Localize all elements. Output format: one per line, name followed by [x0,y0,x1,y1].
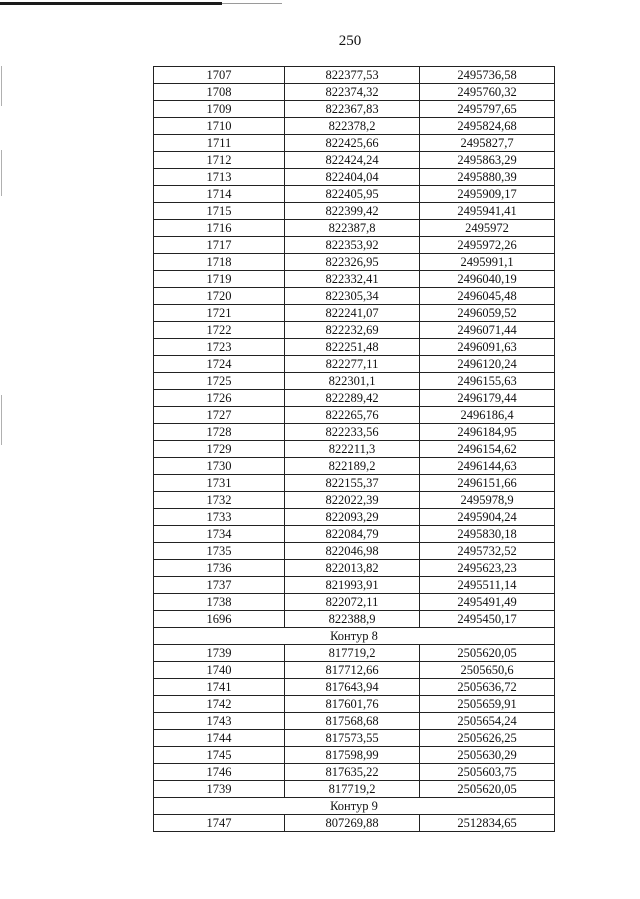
x-coordinate-cell: 822332,41 [285,271,420,288]
table-row [154,577,555,594]
table-row [154,492,555,509]
x-coordinate-cell: 807269,88 [285,815,420,832]
point-number-cell: 1735 [154,543,285,560]
x-coordinate-cell: 822232,69 [285,322,420,339]
page-number: 250 [338,33,362,49]
table-row [154,509,555,526]
point-number-cell: 1708 [154,84,285,101]
x-coordinate-cell: 822425,66 [285,135,420,152]
point-number-cell: 1725 [154,373,285,390]
table-row [154,322,555,339]
section-heading-row [154,628,555,645]
table-row [154,696,555,713]
point-number-cell: 1746 [154,764,285,781]
table-row [154,356,555,373]
table-row [154,424,555,441]
table-row [154,730,555,747]
point-number-cell: 1737 [154,577,285,594]
point-number-cell: 1713 [154,169,285,186]
point-number-cell: 1724 [154,356,285,373]
x-coordinate-cell: 817601,76 [285,696,420,713]
table-row [154,815,555,832]
y-coordinate-cell: 2512834,65 [420,815,555,832]
scan-top-edge-rule [0,2,222,5]
y-coordinate-cell: 2505626,25 [420,730,555,747]
y-coordinate-cell: 2495909,17 [420,186,555,203]
x-coordinate-cell: 822093,29 [285,509,420,526]
y-coordinate-cell: 2505630,29 [420,747,555,764]
x-coordinate-cell: 822084,79 [285,526,420,543]
x-coordinate-cell: 822289,42 [285,390,420,407]
point-number-cell: 1711 [154,135,285,152]
x-coordinate-cell: 822374,32 [285,84,420,101]
x-coordinate-cell: 822046,98 [285,543,420,560]
table-row [154,203,555,220]
point-number-cell: 1741 [154,679,285,696]
x-coordinate-cell: 822013,82 [285,560,420,577]
table-row [154,781,555,798]
x-coordinate-cell: 822405,95 [285,186,420,203]
x-coordinate-cell: 822072,11 [285,594,420,611]
y-coordinate-cell: 2505650,6 [420,662,555,679]
point-number-cell: 1715 [154,203,285,220]
y-coordinate-cell: 2495797,65 [420,101,555,118]
y-coordinate-cell: 2496151,66 [420,475,555,492]
table-row [154,67,555,84]
y-coordinate-cell: 2496144,63 [420,458,555,475]
point-number-cell: 1728 [154,424,285,441]
table-row [154,169,555,186]
x-coordinate-cell: 822305,34 [285,288,420,305]
point-number-cell: 1710 [154,118,285,135]
table-row [154,475,555,492]
point-number-cell: 1720 [154,288,285,305]
y-coordinate-cell: 2505659,91 [420,696,555,713]
point-number-cell: 1743 [154,713,285,730]
x-coordinate-cell: 821993,91 [285,577,420,594]
table-row [154,764,555,781]
table-row [154,135,555,152]
table-row [154,152,555,169]
table-row [154,713,555,730]
x-coordinate-cell: 817598,99 [285,747,420,764]
y-coordinate-cell: 2495863,29 [420,152,555,169]
section-heading: Контур 9 [154,798,555,815]
point-number-cell: 1723 [154,339,285,356]
point-number-cell: 1742 [154,696,285,713]
scan-margin-mark [1,66,2,106]
table-row [154,458,555,475]
y-coordinate-cell: 2505654,24 [420,713,555,730]
table-row [154,339,555,356]
y-coordinate-cell: 2495972,26 [420,237,555,254]
point-number-cell: 1721 [154,305,285,322]
x-coordinate-cell: 817635,22 [285,764,420,781]
scan-margin-mark [1,395,2,445]
table-row [154,186,555,203]
point-number-cell: 1747 [154,815,285,832]
x-coordinate-cell: 822022,39 [285,492,420,509]
x-coordinate-cell: 822251,48 [285,339,420,356]
table-row [154,84,555,101]
y-coordinate-cell: 2496040,19 [420,271,555,288]
table-row [154,645,555,662]
y-coordinate-cell: 2496059,52 [420,305,555,322]
x-coordinate-cell: 822377,53 [285,67,420,84]
x-coordinate-cell: 817712,66 [285,662,420,679]
table-row [154,220,555,237]
y-coordinate-cell: 2495824,68 [420,118,555,135]
table-row [154,271,555,288]
point-number-cell: 1714 [154,186,285,203]
point-number-cell: 1740 [154,662,285,679]
point-number-cell: 1744 [154,730,285,747]
table-row [154,237,555,254]
point-number-cell: 1732 [154,492,285,509]
point-number-cell: 1731 [154,475,285,492]
x-coordinate-cell: 822353,92 [285,237,420,254]
y-coordinate-cell: 2495623,23 [420,560,555,577]
y-coordinate-cell: 2496155,63 [420,373,555,390]
table-row [154,526,555,543]
table-row [154,390,555,407]
table-row [154,662,555,679]
point-number-cell: 1718 [154,254,285,271]
point-number-cell: 1722 [154,322,285,339]
table-row [154,441,555,458]
y-coordinate-cell: 2496154,62 [420,441,555,458]
y-coordinate-cell: 2495491,49 [420,594,555,611]
table-row [154,679,555,696]
point-number-cell: 1709 [154,101,285,118]
y-coordinate-cell: 2496045,48 [420,288,555,305]
y-coordinate-cell: 2495511,14 [420,577,555,594]
table-row [154,288,555,305]
point-number-cell: 1739 [154,781,285,798]
point-number-cell: 1727 [154,407,285,424]
scan-margin-mark [1,150,2,196]
x-coordinate-cell: 822424,24 [285,152,420,169]
x-coordinate-cell: 822189,2 [285,458,420,475]
point-number-cell: 1736 [154,560,285,577]
x-coordinate-cell: 822233,56 [285,424,420,441]
y-coordinate-cell: 2495880,39 [420,169,555,186]
y-coordinate-cell: 2495991,1 [420,254,555,271]
x-coordinate-cell: 822378,2 [285,118,420,135]
table-row [154,305,555,322]
point-number-cell: 1726 [154,390,285,407]
table-row [154,373,555,390]
point-number-cell: 1719 [154,271,285,288]
point-number-cell: 1717 [154,237,285,254]
point-number-cell: 1745 [154,747,285,764]
table-row [154,560,555,577]
x-coordinate-cell: 817719,2 [285,781,420,798]
x-coordinate-cell: 822155,37 [285,475,420,492]
point-number-cell: 1696 [154,611,285,628]
x-coordinate-cell: 822241,07 [285,305,420,322]
table-row [154,254,555,271]
y-coordinate-cell: 2495830,18 [420,526,555,543]
x-coordinate-cell: 822367,83 [285,101,420,118]
y-coordinate-cell: 2496186,4 [420,407,555,424]
coordinates-table-body [154,67,555,832]
y-coordinate-cell: 2505620,05 [420,781,555,798]
table-row [154,543,555,560]
x-coordinate-cell: 822301,1 [285,373,420,390]
y-coordinate-cell: 2496071,44 [420,322,555,339]
y-coordinate-cell: 2495760,32 [420,84,555,101]
x-coordinate-cell: 817643,94 [285,679,420,696]
y-coordinate-cell: 2495450,17 [420,611,555,628]
x-coordinate-cell: 822277,11 [285,356,420,373]
section-heading: Контур 8 [154,628,555,645]
point-number-cell: 1739 [154,645,285,662]
y-coordinate-cell: 2496120,24 [420,356,555,373]
point-number-cell: 1734 [154,526,285,543]
y-coordinate-cell: 2495972 [420,220,555,237]
x-coordinate-cell: 822211,3 [285,441,420,458]
table-row [154,118,555,135]
point-number-cell: 1733 [154,509,285,526]
y-coordinate-cell: 2505620,05 [420,645,555,662]
point-number-cell: 1707 [154,67,285,84]
point-number-cell: 1729 [154,441,285,458]
y-coordinate-cell: 2496091,63 [420,339,555,356]
table-row [154,747,555,764]
point-number-cell: 1738 [154,594,285,611]
x-coordinate-cell: 822399,42 [285,203,420,220]
table-row [154,101,555,118]
y-coordinate-cell: 2495978,9 [420,492,555,509]
table-row [154,611,555,628]
point-number-cell: 1712 [154,152,285,169]
x-coordinate-cell: 822404,04 [285,169,420,186]
x-coordinate-cell: 822387,8 [285,220,420,237]
x-coordinate-cell: 822388,9 [285,611,420,628]
coordinates-table [153,66,555,832]
x-coordinate-cell: 817719,2 [285,645,420,662]
section-heading-row [154,798,555,815]
table-row [154,594,555,611]
y-coordinate-cell: 2495736,58 [420,67,555,84]
scan-top-edge-rule-faint [222,3,282,4]
point-number-cell: 1716 [154,220,285,237]
x-coordinate-cell: 817573,55 [285,730,420,747]
y-coordinate-cell: 2495941,41 [420,203,555,220]
y-coordinate-cell: 2505603,75 [420,764,555,781]
y-coordinate-cell: 2495904,24 [420,509,555,526]
point-number-cell: 1730 [154,458,285,475]
y-coordinate-cell: 2495827,7 [420,135,555,152]
y-coordinate-cell: 2496184,95 [420,424,555,441]
y-coordinate-cell: 2496179,44 [420,390,555,407]
x-coordinate-cell: 817568,68 [285,713,420,730]
y-coordinate-cell: 2505636,72 [420,679,555,696]
table-row [154,407,555,424]
x-coordinate-cell: 822326,95 [285,254,420,271]
y-coordinate-cell: 2495732,52 [420,543,555,560]
x-coordinate-cell: 822265,76 [285,407,420,424]
